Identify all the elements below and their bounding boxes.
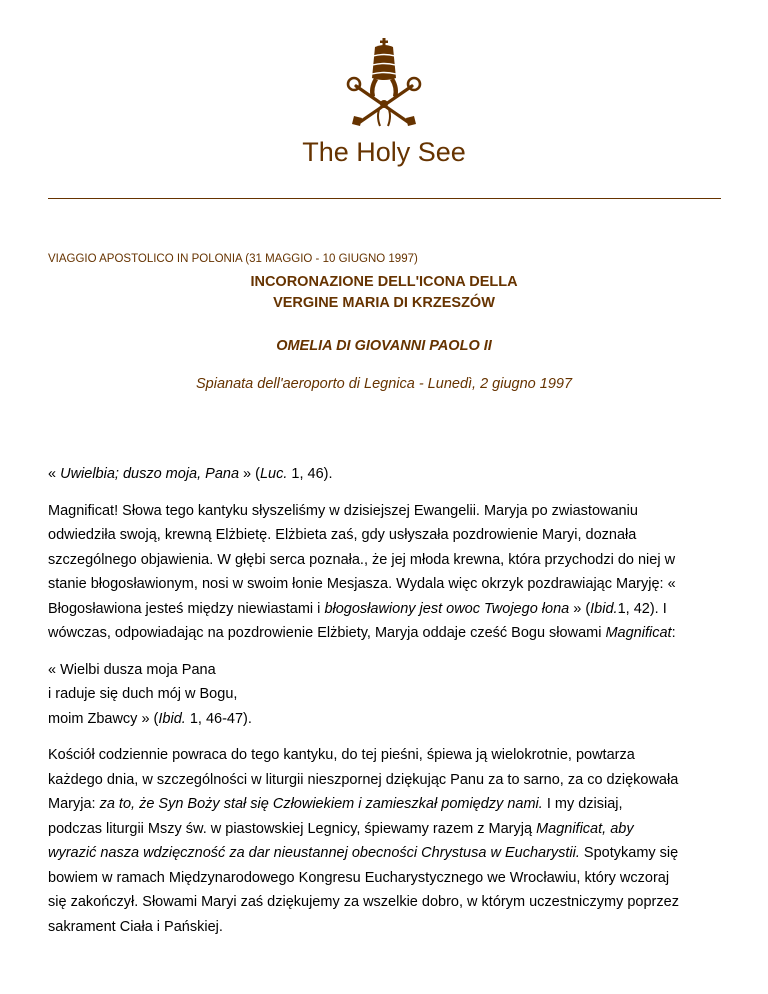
text-run: Spotykamy się	[579, 845, 679, 861]
place-date: Spianata dell'aeroporto di Legnica - Lunedì, 2 giugno 1997	[195, 376, 573, 392]
text-run-italic: Magnificat	[605, 625, 672, 641]
paragraph-3-quote	[48, 658, 728, 732]
homily-author: OMELIA DI GIOVANNI PAOLO II	[276, 338, 492, 354]
papal-emblem-icon	[344, 38, 424, 130]
text-line: Kościół codziennie powraca do tego kantyku, do tej pieśni, śpiewa ją wielokrotnie, powtarza	[48, 747, 635, 763]
text-line	[48, 792, 728, 817]
text-run-italic: Ibid.	[158, 710, 186, 727]
text-line	[48, 621, 728, 646]
headline-line-2: VERGINE MARIA DI KRZESZÓW	[273, 295, 495, 311]
text-run: moim Zbawcy » (	[48, 710, 159, 727]
text-run-italic: Luc.	[259, 466, 288, 482]
text-run-italic: wyrazić nasza wdzięczność za dar nieustannej obecności Chrystusa w Eucharystii.	[48, 845, 580, 861]
text-run-italic: Magnificat, aby	[536, 820, 634, 837]
text-run: » (	[569, 600, 591, 617]
article-headline	[0, 272, 768, 314]
site-title: The Holy See	[302, 137, 466, 167]
text-run: «	[48, 466, 61, 482]
text-line	[48, 707, 728, 732]
text-run-italic: błogosławiony jest owoc Twojego łona	[324, 600, 570, 617]
text-line: każdego dnia, w szczególności w liturgii nieszpornej dziękując Panu za to sarno, za co dziękowała	[48, 771, 679, 788]
text-line: i raduje się duch mój w Bogu,	[48, 686, 238, 702]
text-line	[48, 817, 728, 842]
text-line: odwiedziła swoją, krewną Elżbietę. Elżbieta zaś, gdy usłyszała pozdrowienie Maryi, doznała	[48, 527, 637, 543]
trip-kicker[interactable]: VIAGGIO APOSTOLICO IN POLONIA (31 MAGGIO - 10 GIUGNO 1997)	[48, 253, 418, 265]
text-line: stanie błogosławionym, nosi w swoim łonie Mesjasza. Wydala więc okrzyk pozdrawiając Maryję: «	[48, 576, 676, 592]
paragraph-1	[48, 462, 728, 487]
text-run: 1, 46).	[287, 466, 333, 482]
text-line	[48, 597, 728, 622]
text-run-italic: Uwielbia; duszo moja, Pana	[60, 466, 240, 482]
homily-body	[48, 462, 728, 951]
paragraph-4	[48, 743, 728, 939]
text-line	[48, 841, 728, 866]
text-line: sakrament Ciała i Pańskiej.	[48, 918, 223, 935]
paragraph-2	[48, 499, 728, 646]
text-run: wówczas, odpowiadając na pozdrowienie Elżbiety, Maryja oddaje cześć Bogu słowami	[48, 625, 606, 641]
text-run: » (	[239, 466, 260, 482]
text-line: « Wielbi dusza moja Pana	[48, 661, 216, 678]
text-run: I my dzisiaj,	[542, 796, 623, 812]
text-run: podczas liturgii Mszy św. w piastowskiej Legnicy, śpiewamy razem z Maryją	[48, 820, 537, 837]
header-divider	[48, 198, 721, 199]
text-run: 1, 46-47).	[185, 710, 252, 727]
text-run: Błogosławiona jesteś między niewiastami i	[48, 600, 325, 617]
text-line: Magnificat! Słowa tego kantyku słyszeliśmy w dzisiejszej Ewangelii. Maryja po zwiastowaniu	[48, 502, 638, 519]
text-run: :	[671, 625, 676, 641]
text-run-italic: za to, że Syn Boży stał się Człowiekiem i zamieszkał pomiędzy nami.	[99, 796, 543, 812]
text-line: szczególnego objawienia. W głębi serca poznała., że jej młoda krewna, która przychodzi do niej w	[48, 551, 676, 568]
text-line: bowiem w ramach Międzynarodowego Kongresu Eucharystycznego we Wrocławiu, który wczoraj	[48, 869, 670, 886]
text-line: się zakończył. Słowami Maryi zaś dziękujemy za wszelkie dobro, w którym uczestniczymy poprzez	[48, 894, 679, 910]
text-run-italic: Ibid.	[590, 600, 618, 617]
headline-line-1: INCORONAZIONE DELL'ICONA DELLA	[250, 274, 518, 290]
text-run: Maryja:	[48, 796, 100, 812]
text-run: 1, 42). I	[617, 600, 667, 617]
